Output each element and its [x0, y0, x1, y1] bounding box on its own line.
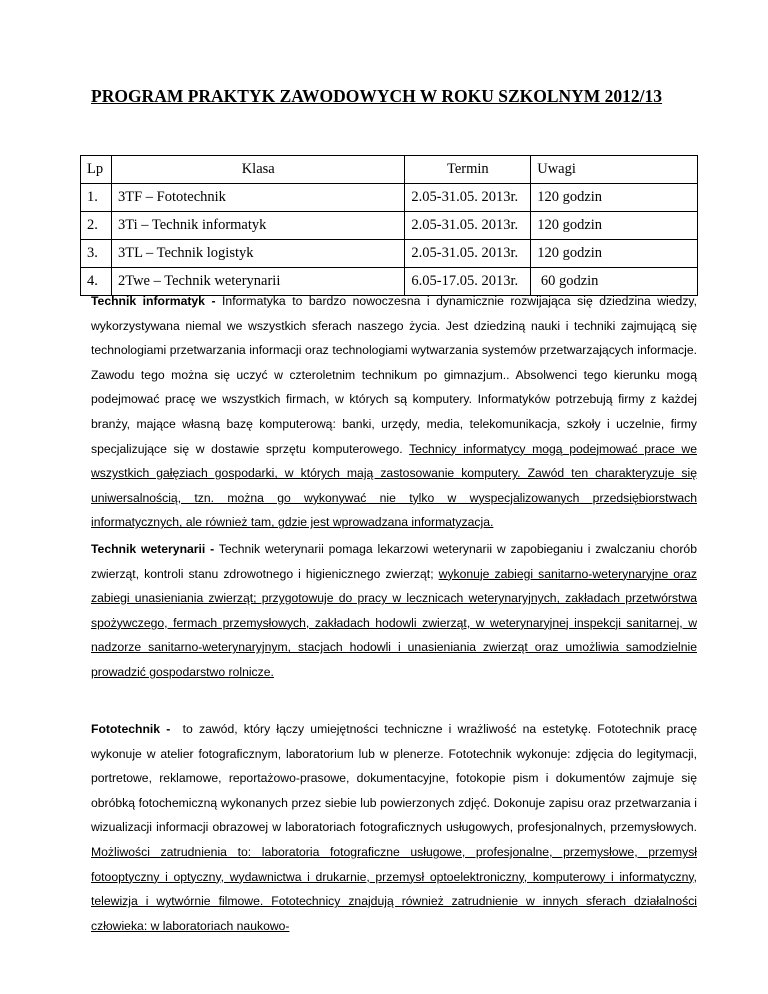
- cell-klasa: 3TL – Technik logistyk: [111, 240, 404, 268]
- cell-klasa: 3TF – Fototechnik: [111, 184, 404, 212]
- section-text: Technik weterynarii pomaga lekarzowi weterynarii w zapobieganiu i zwalczaniu chorób zwierząt, kontroli stanu zdrowotnego i higienicznego zwierząt;: [91, 542, 697, 581]
- cell-termin: 6.05-17.05. 2013r.: [405, 268, 531, 296]
- header-lp: Lp: [81, 156, 112, 184]
- section-underlined-text: wykonuje zabiegi sanitarno-weterynaryjne oraz zabiegi unasieniania zwierząt; przygotowuje do pracy w lecznicach weterynaryjnych, zakładach przetwórstwa spożywczego, fermach przemysłowych, zakładach hodowli zwierząt, w weterynaryjnej inspekcji sanitarnej, w nadzorze sanitarno-weterynaryjnym, stacjach hodowli i unasieniania zwierząt oraz umożliwia samodzielnie prowadzić gospodarstwo rolnicze.: [91, 566, 697, 679]
- cell-klasa: 2Twe – Technik weterynarii: [111, 268, 404, 296]
- cell-termin: 2.05-31.05. 2013r.: [405, 240, 531, 268]
- header-uwagi: Uwagi: [531, 156, 698, 184]
- page-title: PROGRAM PRAKTYK ZAWODOWYCH W ROKU SZKOLNYM 2012/13: [91, 86, 663, 106]
- section-technik-informatyk: [91, 289, 697, 535]
- header-klasa: Klasa: [111, 156, 404, 184]
- section-underlined-text: Technicy informatycy mogą podejmować prace we wszystkich gałęziach gospodarki, w których mają zastosowanie komputery. Zawód ten charakteryzuje się uniwersalnością, tzn. można go wykonywać nie tylko w wyspecjalizowanych przedsiębiorstwach informatycznych, ale również tam, gdzie jest wprowadzana informatyzacja.: [91, 441, 697, 530]
- cell-uwagi: 120 godzin: [531, 212, 698, 240]
- cell-lp: 3.: [81, 240, 112, 268]
- cell-uwagi: 60 godzin: [531, 268, 698, 296]
- cell-lp: 4.: [81, 268, 112, 296]
- section-technik-weterynarii: [91, 537, 697, 685]
- table-row: [81, 212, 698, 240]
- cell-lp: 1.: [81, 184, 112, 212]
- cell-klasa: 3Ti – Technik informatyk: [111, 212, 404, 240]
- table-header-row: [81, 156, 698, 184]
- section-fototechnik: [91, 717, 701, 938]
- cell-lp: 2.: [81, 212, 112, 240]
- section-text: to zawód, który łączy umiejętności techniczne i wrażliwość na estetykę. Fototechnik pracę wykonuje w atelier fotograficznym, laboratorium lub w plenerze. Fototechnik wykonuje: zdjęcia do legitymacji, portretowe, reklamowe, reportażowo-prasowe, dokumentacyjne, fotokopie pism i dokumentów zajmuje się obróbką fotochemiczną wykonanych przez siebie lub powierzonych zdjęć. Dokonuje zapisu oraz przetwarzania i wizualizacji informacji obrazowej w laboratoriach fotograficznych usługowych, profesjonalnych, przemysłowych.: [91, 722, 701, 835]
- section-heading: Fototechnik -: [91, 722, 171, 736]
- section-heading: Technik weterynarii -: [91, 542, 215, 556]
- cell-termin: 2.05-31.05. 2013r.: [405, 184, 531, 212]
- section-underlined-text: Możliwości zatrudnienia to: laboratoria fotograficzne usługowe, profesjonalne, przemysłowe, przemysł fotooptyczny i optyczny, wydawnictwa i drukarnie, przemysł optoelektroniczny, komputerowy i informatyczny, telewizja i wytwórnie filmowe. Fototechnicy znajdują również zatrudnienie w innych sferach działalności człowieka: w laboratoriach naukowo-: [91, 844, 697, 933]
- cell-uwagi: 120 godzin: [531, 240, 698, 268]
- table-row: [81, 184, 698, 212]
- cell-termin: 2.05-31.05. 2013r.: [405, 212, 531, 240]
- section-text: Informatyka to bardzo nowoczesna i dynamicznie rozwijająca się dziedzina wiedzy, wykorzystywana niemal we wszystkich sferach naszego życia. Jest dziedziną nauki i techniki zajmującą się technologiami przetwarzania informacji oraz technologiami wytwarzania systemów przetwarzających informacje. Zawodu tego można się uczyć w czteroletnim technikum po gimnazjum.. Absolwenci tego kierunku mogą podejmować pracę we wszystkich firmach, w których są komputery. Informatyków potrzebują firmy z każdej branży, mające własną bazę komputerową: banki, urzędy, media, telekomunikacja, szkoły i uczelnie, firmy specjalizujące się w dostawie sprzętu komputerowego.: [91, 294, 697, 456]
- section-heading: Technik informatyk -: [91, 294, 216, 308]
- schedule-table: [80, 155, 698, 296]
- table-row: [81, 240, 698, 268]
- cell-uwagi: 120 godzin: [531, 184, 698, 212]
- header-termin: Termin: [405, 156, 531, 184]
